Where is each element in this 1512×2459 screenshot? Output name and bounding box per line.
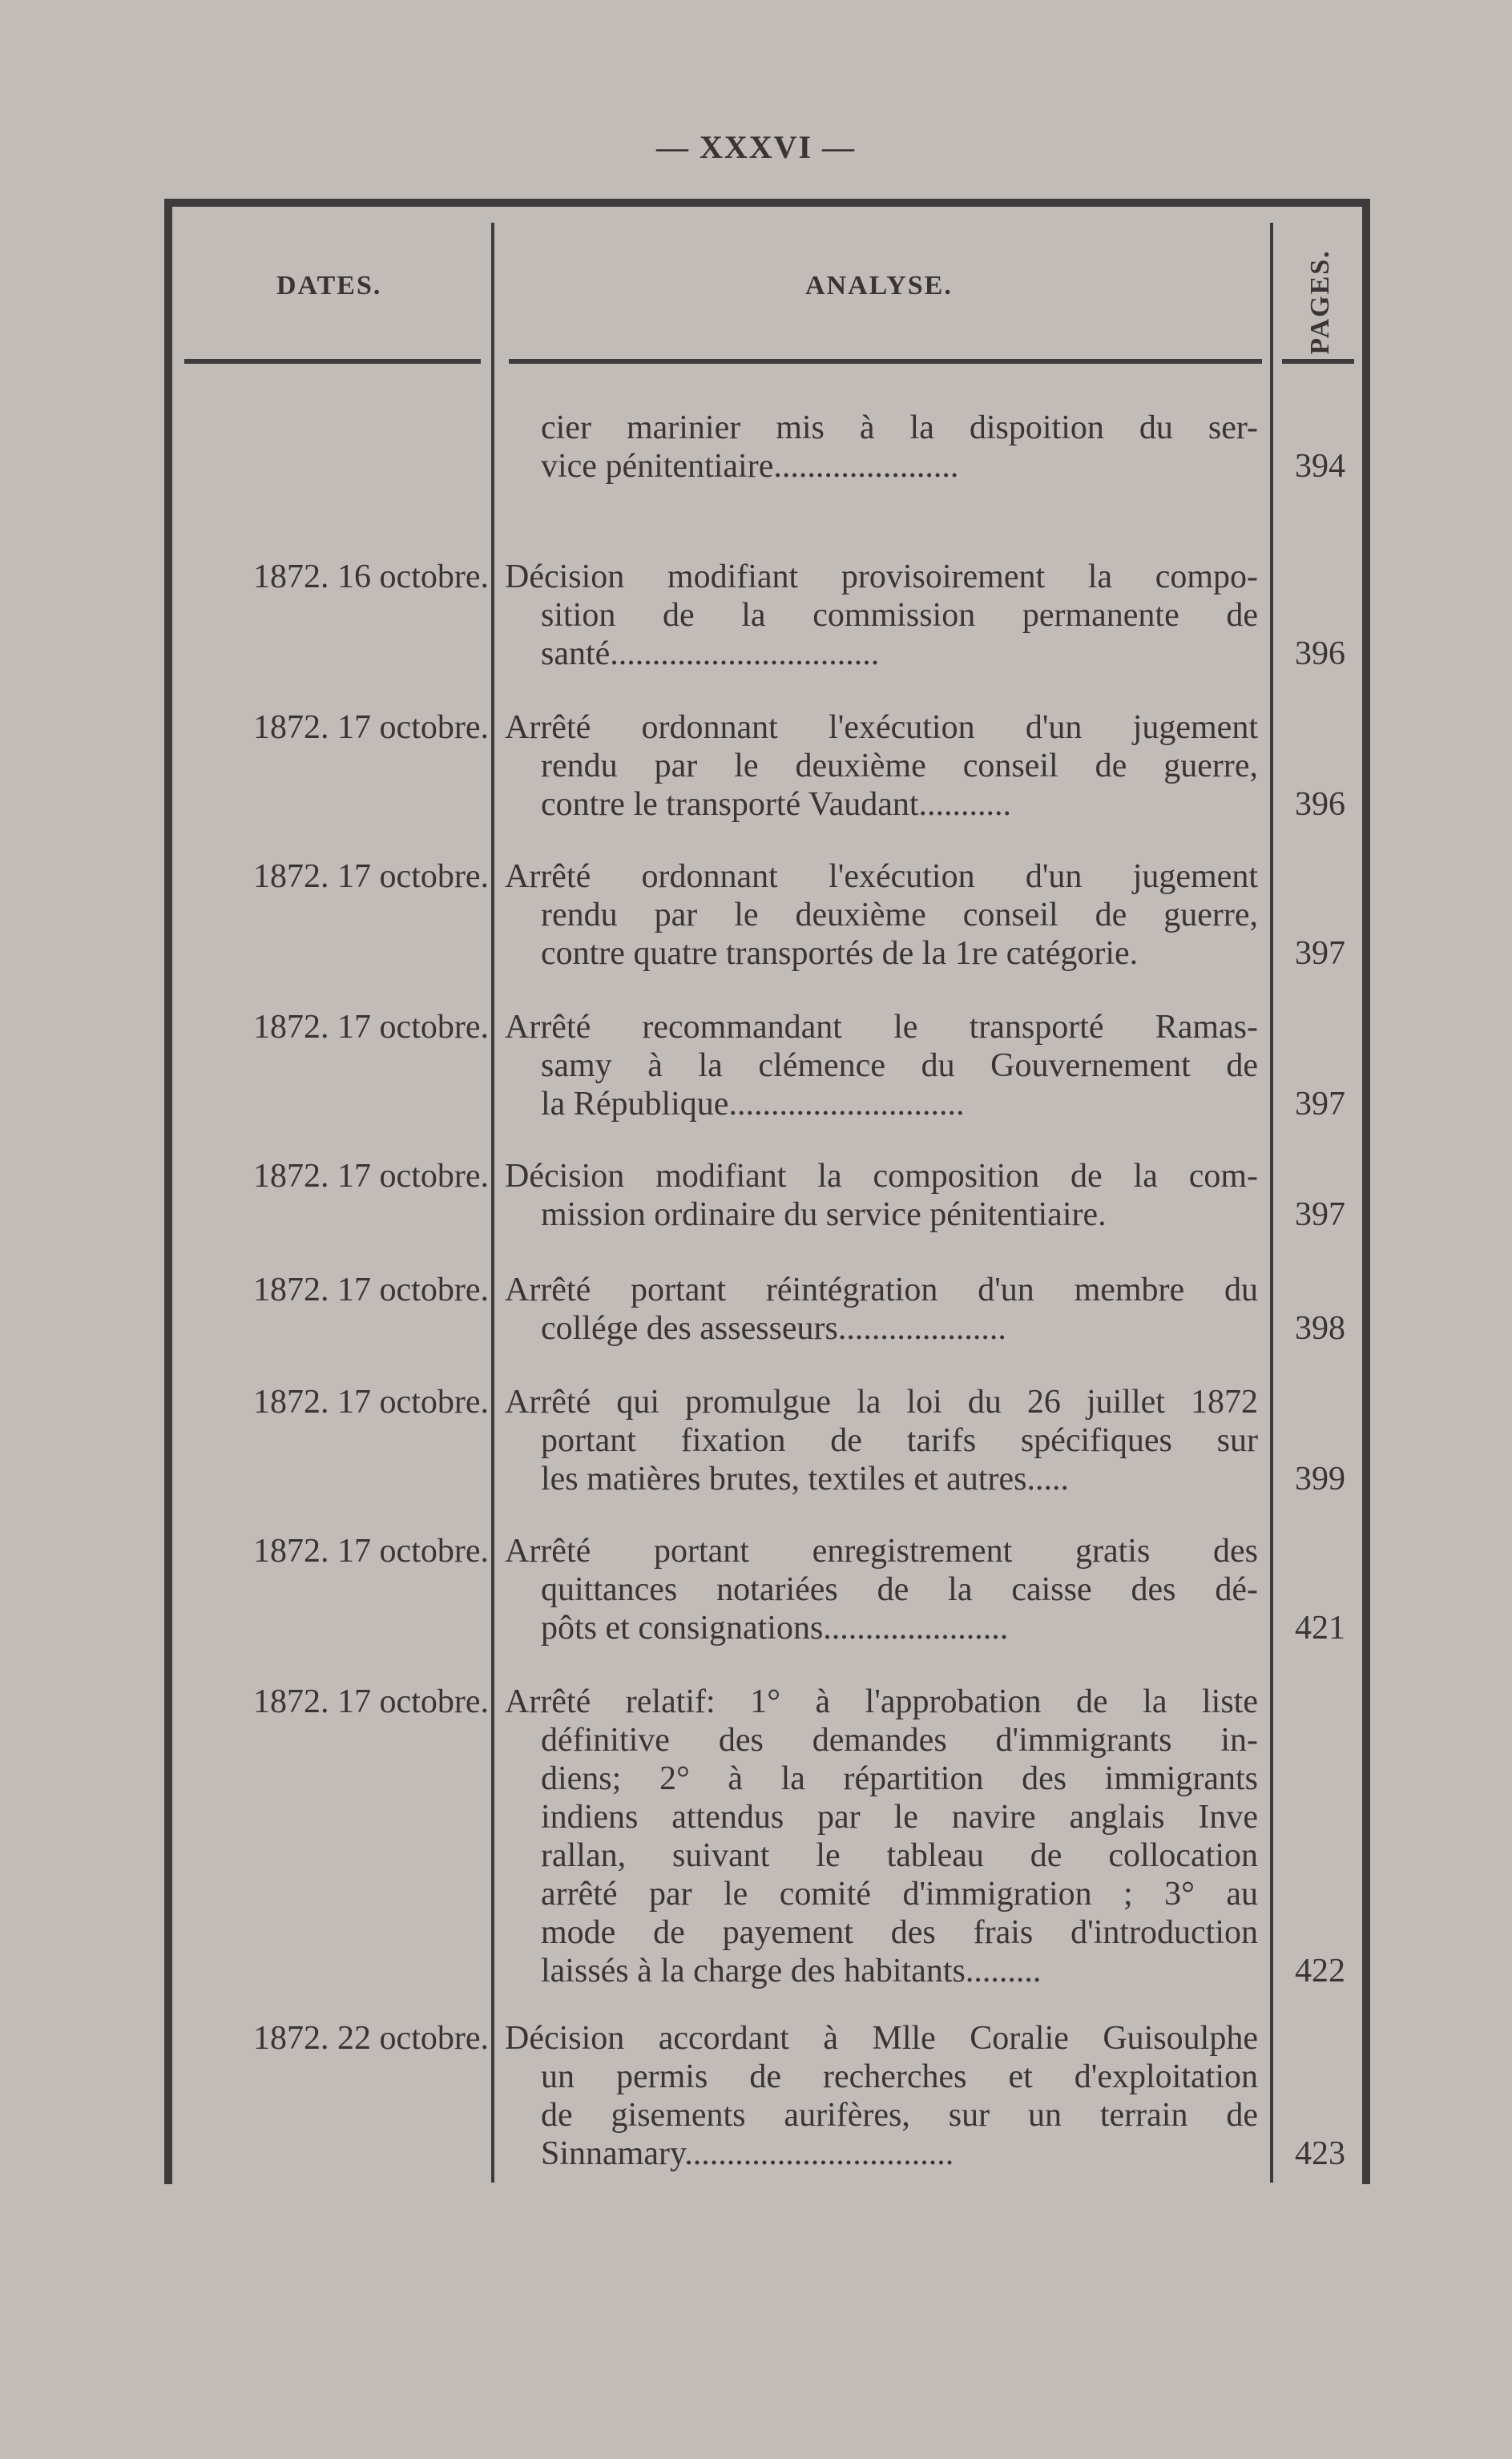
analysis-line: Arrêté relatif: 1° à l'approbation de la liste	[505, 1683, 1258, 1720]
entry-date: 1872. 17 octobre.	[253, 1009, 489, 1046]
analysis-line: mission ordinaire du service pénitentiaire.	[541, 1196, 1107, 1233]
analysis-line: Sinnamary................................	[541, 2135, 954, 2172]
entry-page: 423	[1295, 2135, 1345, 2172]
entry-analysis	[505, 857, 1258, 973]
entry-page: 398	[1295, 1310, 1345, 1347]
header-rule-dates	[184, 359, 481, 364]
analysis-line: rendu par le deuxième conseil de guerre,	[541, 748, 1258, 784]
header-analyse: ANALYSE.	[805, 271, 953, 300]
entry-page: 396	[1295, 635, 1345, 672]
analysis-line: contre quatre transportés de la 1re catégorie.	[541, 935, 1139, 972]
analysis-line: définitive des demandes d'immigrants in-	[541, 1722, 1258, 1759]
analysis-line: sition de la commission permanente de	[541, 597, 1258, 634]
analysis-line: mode de payement des frais d'introduction	[541, 1914, 1258, 1951]
entry-date: 1872. 17 octobre.	[253, 709, 489, 746]
entry-page: 396	[1295, 786, 1345, 823]
header-rule-pages	[1282, 359, 1354, 364]
analysis-line: la République............................	[541, 1086, 965, 1123]
analysis-line: rendu par le deuxième conseil de guerre,	[541, 897, 1258, 933]
analysis-line: contre le transporté Vaudant...........	[541, 786, 1012, 823]
analysis-line: Décision accordant à Mlle Coralie Guisoulphe	[505, 2020, 1258, 2057]
analysis-line: quittances notariées de la caisse des dé-	[541, 1571, 1258, 1608]
index-table	[164, 199, 1370, 2184]
entry-date: 1872. 17 octobre.	[253, 1158, 489, 1195]
entry-date: 1872. 17 octobre.	[253, 1384, 489, 1421]
entry-analysis	[505, 2019, 1258, 2173]
analysis-line: Décision modifiant provisoirement la compo-	[505, 558, 1258, 595]
analysis-line: vice pénitentiaire......................	[541, 448, 959, 485]
analysis-line: laissés à la charge des habitants.........	[541, 1953, 1042, 1989]
entry-date: 1872. 17 octobre.	[253, 1272, 489, 1308]
analysis-line: cier marinier mis à la dispoition du ser-	[541, 409, 1258, 446]
analysis-line: indiens attendus par le navire anglais Inve	[541, 1799, 1258, 1836]
entry-date: 1872. 16 octobre.	[253, 558, 489, 595]
entry-date: 1872. 17 octobre.	[253, 858, 489, 895]
running-head: — XXXVI —	[655, 129, 857, 165]
analysis-line: pôts et consignations......................	[541, 1610, 1009, 1647]
entry-page: 397	[1295, 1086, 1345, 1123]
entry-page: 397	[1295, 935, 1345, 972]
entry-date: 1872. 22 octobre.	[253, 2020, 489, 2057]
analysis-line: Arrêté ordonnant l'exécution d'un jugement	[505, 858, 1258, 895]
entry-page: 422	[1295, 1953, 1345, 1989]
column-divider-dates	[491, 223, 494, 2183]
analysis-line: Décision modifiant la composition de la com-	[505, 1158, 1258, 1195]
analysis-line: collége des assesseurs....................	[541, 1310, 1006, 1347]
analysis-line: portant fixation de tarifs spécifiques sur	[541, 1422, 1258, 1459]
entry-page: 394	[1295, 448, 1345, 485]
entry-date: 1872. 17 octobre.	[253, 1683, 489, 1720]
analysis-line: rallan, suivant le tableau de collocation	[541, 1837, 1258, 1874]
entry-date: 1872. 17 octobre.	[253, 1533, 489, 1570]
analysis-line: arrêté par le comité d'immigration ; 3° au	[541, 1876, 1258, 1913]
entry-analysis	[505, 1157, 1258, 1234]
analysis-line: diens; 2° à la répartition des immigrants	[541, 1760, 1258, 1797]
entry-page: 399	[1295, 1461, 1345, 1498]
analysis-line: samy à la clémence du Gouvernement de	[541, 1047, 1258, 1084]
entry-analysis	[505, 1683, 1258, 1990]
entry-analysis	[505, 1532, 1258, 1647]
header-rule-analyse	[509, 359, 1262, 364]
analysis-line: un permis de recherches et d'exploitation	[541, 2058, 1258, 2095]
entry-analysis	[505, 558, 1258, 673]
table-left-border	[164, 199, 172, 2184]
analysis-line: Arrêté portant enregistrement gratis des	[505, 1533, 1258, 1570]
analysis-line: de gisements aurifères, sur un terrain de	[541, 2097, 1258, 2134]
analysis-line: Arrêté portant réintégration d'un membre du	[505, 1272, 1258, 1308]
analysis-line: les matières brutes, textiles et autres.....	[541, 1461, 1069, 1498]
analysis-line: Arrêté recommandant le transporté Ramas-	[505, 1009, 1258, 1046]
entry-analysis	[505, 1008, 1258, 1123]
header-pages-label: PAGES.	[1305, 249, 1335, 355]
entry-page: 397	[1295, 1196, 1345, 1233]
entry-analysis	[505, 1383, 1258, 1498]
table-right-border	[1362, 199, 1370, 2184]
analysis-line: santé................................	[541, 635, 880, 672]
table-top-rule	[164, 199, 1366, 207]
entry-page: 421	[1295, 1610, 1345, 1647]
entry-analysis	[505, 708, 1258, 824]
column-divider-pages	[1270, 223, 1273, 2183]
analysis-line: Arrêté qui promulgue la loi du 26 juillet 1872	[505, 1384, 1258, 1421]
analysis-line: Arrêté ordonnant l'exécution d'un jugement	[505, 709, 1258, 746]
header-dates: DATES.	[276, 271, 382, 300]
header-pages	[1305, 249, 1336, 355]
entry-analysis	[505, 409, 1258, 486]
entry-analysis	[505, 1271, 1258, 1348]
